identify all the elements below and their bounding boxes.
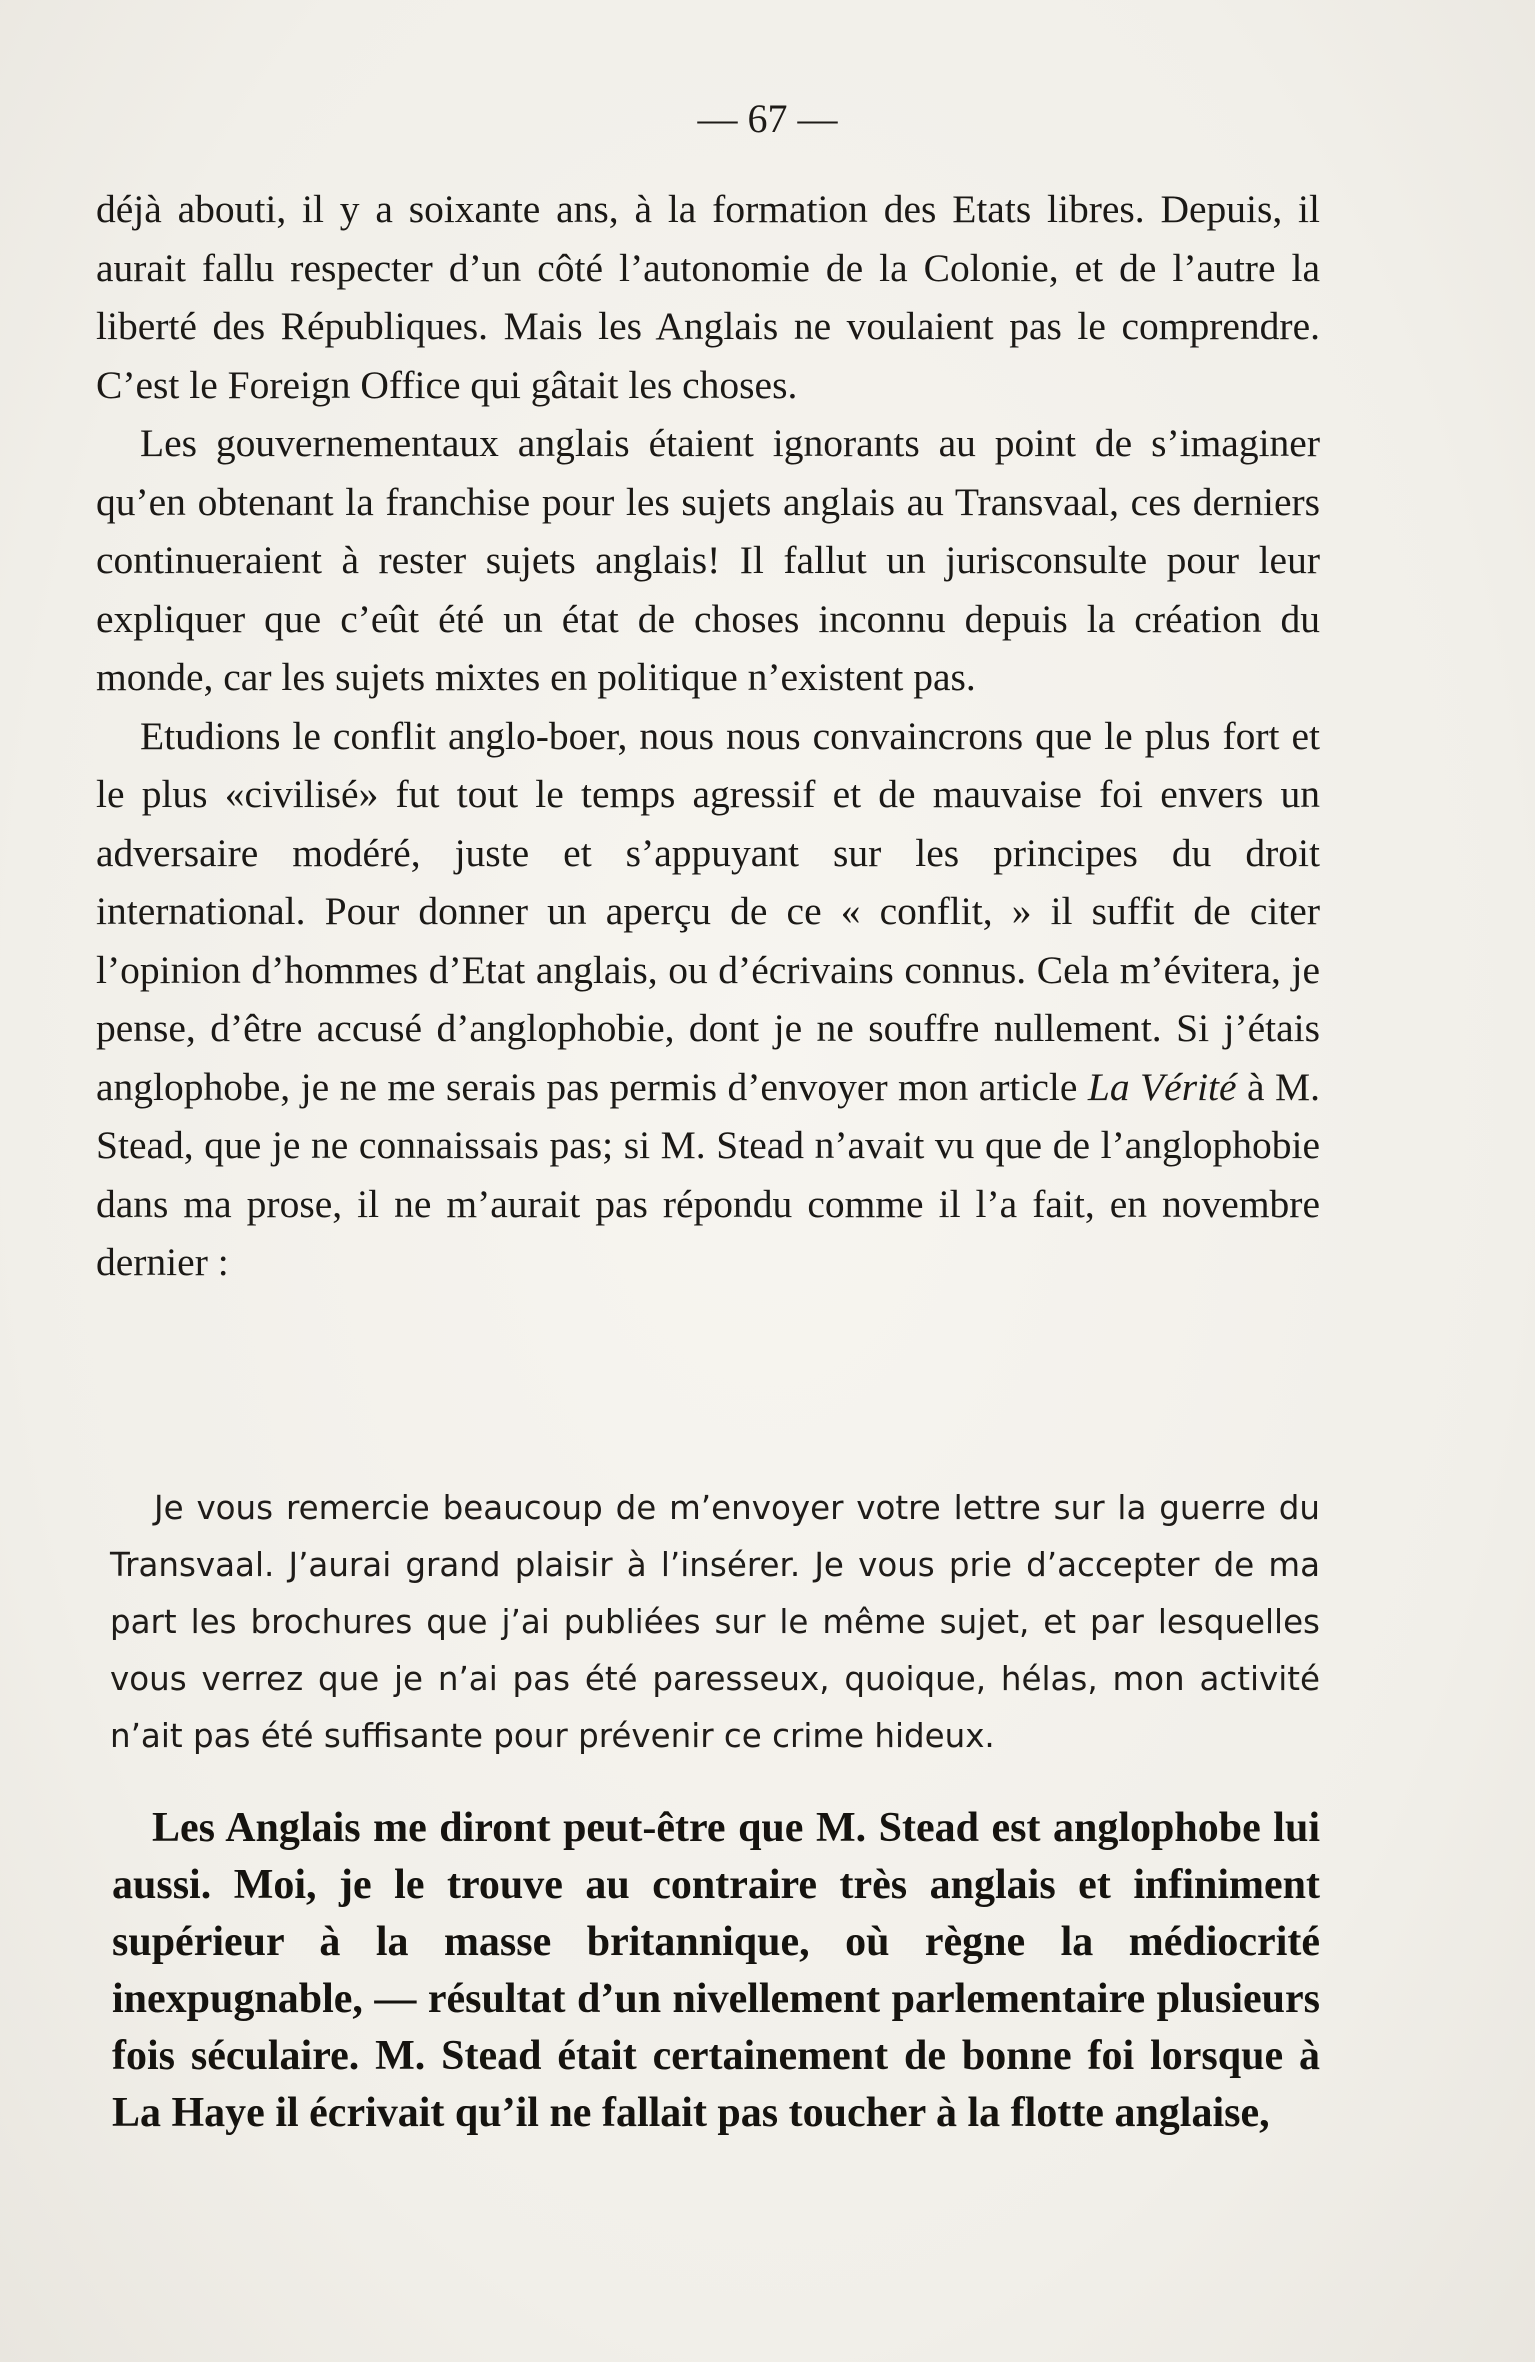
paragraph-3-italic-title: La Vérité: [1087, 1064, 1237, 1109]
paragraph-1: déjà abouti, il y a soixante ans, à la formation des Etats libres. Depuis, il aurait fallu respecter d’un côté l’autonomie de la Colonie, et de l’autre la liberté des Républiques. Mais les Anglais ne voulaient pas le comprendre. C’est le Foreign Office qui gâtait les choses.: [96, 187, 1320, 407]
paragraph-3-text-before: Etudions le conflit anglo-boer, nous nous convaincrons que le plus fort et le plus «civilisé» fut tout le temps agressif et de mauvaise foi envers un adversaire modéré, juste et s’appuyant sur les principes du droit international. Pour donner un aperçu de ce « conflit, » il suffit de citer l’opinion d’hommes d’Etat anglais, ou d’écrivains connus. Cela m’évitera, je pense, d’être accusé d’anglophobie, dont je ne souffre nullement. Si j’étais anglophobe, je ne me serais pas permis d’envoyer mon article: [96, 713, 1320, 1109]
paragraph-2: Les gouvernementaux anglais étaient ignorants au point de s’imaginer qu’en obtenant la franchise pour les sujets anglais au Transvaal, ces derniers continueraient à rester sujets anglais! Il fallut un jurisconsulte pour leur expliquer que c’eût été un état de choses inconnu depuis la création du monde, car les sujets mixtes en politique n’existent pas.: [96, 421, 1320, 699]
quoted-letter: [110, 1480, 1320, 1765]
closing-text: [112, 1800, 1320, 2142]
paragraph-3: [96, 707, 1320, 1292]
page-number: — 67 —: [697, 96, 838, 141]
closing-paragraph: Les Anglais me diront peut-être que M. Stead est anglophobe lui aussi. Moi, je le trouve au contraire très anglais et infiniment supérieur à la masse britannique, où règne la médiocrité inexpugnable, — résultat d’un nivellement parlementaire plusieurs fois séculaire. M. Stead était certainement de bonne foi lorsque à La Haye il écrivait qu’il ne fallait pas toucher à la flotte anglaise,: [112, 1805, 1320, 2136]
paragraph-3-text-after: à M. Stead, que je ne connaissais pas; si M. Stead n’avait vu que de l’anglophobie dans ma prose, il ne m’aurait pas répondu comme il l’a fait, en novembre dernier :: [96, 1064, 1321, 1284]
main-text: [96, 180, 1320, 1292]
quote-text: Je vous remercie beaucoup de m’envoyer votre lettre sur la guerre du Transvaal. J’aurai grand plaisir à l’insérer. Je vous prie d’accepter de ma part les brochures que j’ai publiées sur le même sujet, et par lesquelles vous verrez que je n’ai pas été paresseux, quoique, hélas, mon activité n’ait pas été suffisante pour prévenir ce crime hideux.: [110, 1489, 1320, 1755]
